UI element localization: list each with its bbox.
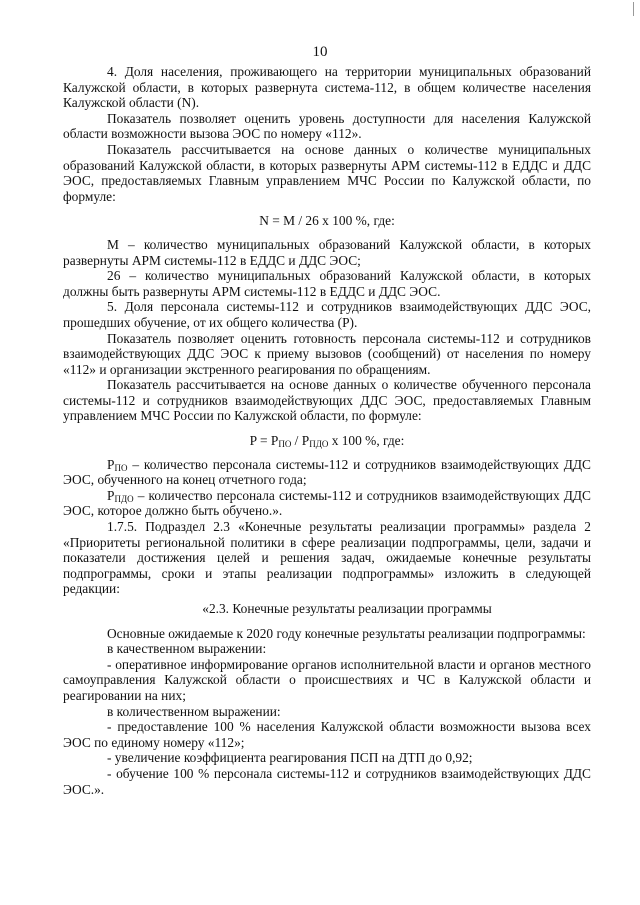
paragraph-indicator-4: 4. Доля населения, проживающего на территории муниципальных образований Калужской области, в которых развернута система-112, в общем количестве населения Калужской области (N). bbox=[63, 64, 591, 111]
formula-part: / P bbox=[291, 433, 310, 449]
symbol: P bbox=[107, 487, 115, 503]
paragraph: Показатель рассчитывается на основе данных о количестве обученного персонала системы-112 и сотрудников взаимодействующих ДДС ЭОС, предоставляемых Главным управлением МЧС России по Калужской области, по формуле: bbox=[63, 377, 591, 424]
formula-part: P = P bbox=[249, 433, 279, 449]
list-item: - обучение 100 % персонала системы-112 и сотрудников взаимодействующих ДДС ЭОС.». bbox=[63, 765, 591, 797]
symbol: P bbox=[107, 456, 115, 472]
list-item: - оперативное информирование органов исполнительной власти и органов местного самоуправления Калужской области о происшествиях и ЧС в Калужской области и реагировании на них; bbox=[63, 656, 591, 703]
spacer bbox=[63, 617, 591, 626]
formula-p bbox=[63, 433, 591, 449]
paragraph: Показатель позволяет оценить уровень доступности для населения Калужской области возможности вызова ЭОС по номеру «112». bbox=[63, 110, 591, 142]
formula-legend-p-po bbox=[63, 457, 591, 488]
paragraph: Показатель рассчитывается на основе данных о количестве муниципальных образований Калужской области, в которых развернуты АРМ системы-112 в ЕДДС и ДДС ЭОС, предоставляемых Главным управлением МЧС России по Калужской области, по формуле: bbox=[63, 141, 591, 204]
legend-text: – количество персонала системы-112 и сотрудников взаимодействующих ДДС ЭОС, которое должно быть обучено.». bbox=[63, 487, 591, 519]
formula-n: N = M / 26 х 100 %, где: bbox=[259, 213, 395, 229]
formula-legend-26: 26 – количество муниципальных образований Калужской области, в которых должны быть развернуты АРМ системы-112 в ЕДДС и ДДС ЭОС. bbox=[63, 268, 591, 299]
list-item: - предоставление 100 % населения Калужской области возможности вызова всех ЭОС по единому номеру «112»; bbox=[63, 719, 591, 750]
paragraph: Основные ожидаемые к 2020 году конечные результаты реализации подпрограммы: bbox=[107, 625, 586, 641]
formula-subscript: ПО bbox=[278, 439, 292, 450]
page-number: 10 bbox=[312, 44, 328, 60]
formula-subscript: ПДО bbox=[309, 439, 329, 450]
paragraph: Показатель позволяет оценить готовность персонала системы-112 и сотрудников взаимодействующих ДДС ЭОС к приему вызовов (сообщений) от населения по номеру «112» и организации экстренного реагирования по обращениям. bbox=[63, 330, 591, 377]
symbol-subscript: ПО bbox=[114, 462, 128, 473]
formula-legend-m: M – количество муниципальных образований Калужской области, в которых развернуты АРМ системы-112 в ЕДДС и ДДС ЭОС; bbox=[63, 236, 591, 268]
formula-legend-p-pdo bbox=[63, 488, 591, 519]
paragraph: в количественном выражении: bbox=[107, 703, 281, 719]
document-body bbox=[63, 64, 591, 797]
paragraph-amendment-1-7-5: 1.7.5. Подраздел 2.3 «Конечные результаты реализации программы» раздела 2 «Приоритеты региональной политики в сфере реализации подпрограммы, цели, задачи и показатели достижения целей и решения задач, ожидаемые конечные результаты подпрограммы, сроки и этапы реализации подпрограммы» изложить в следующей редакции: bbox=[63, 519, 591, 597]
list-item: - увеличение коэффициента реагирования ПСП на ДТП до 0,92; bbox=[107, 750, 473, 766]
scan-corner-mark bbox=[633, 2, 634, 16]
formula-part: х 100 %, где: bbox=[328, 433, 405, 449]
section-heading: «2.3. Конечные результаты реализации программы bbox=[202, 601, 492, 616]
paragraph-indicator-5: 5. Доля персонала системы-112 и сотрудников взаимодействующих ДДС ЭОС, прошедших обучение, от их общего количества (P). bbox=[63, 299, 591, 330]
symbol-subscript: ПДО bbox=[114, 493, 134, 504]
paragraph: в качественном выражении: bbox=[107, 641, 267, 657]
legend-text: – количество персонала системы-112 и сотрудников взаимодействующих ДДС ЭОС, обученного на конец отчетного года; bbox=[63, 456, 591, 488]
